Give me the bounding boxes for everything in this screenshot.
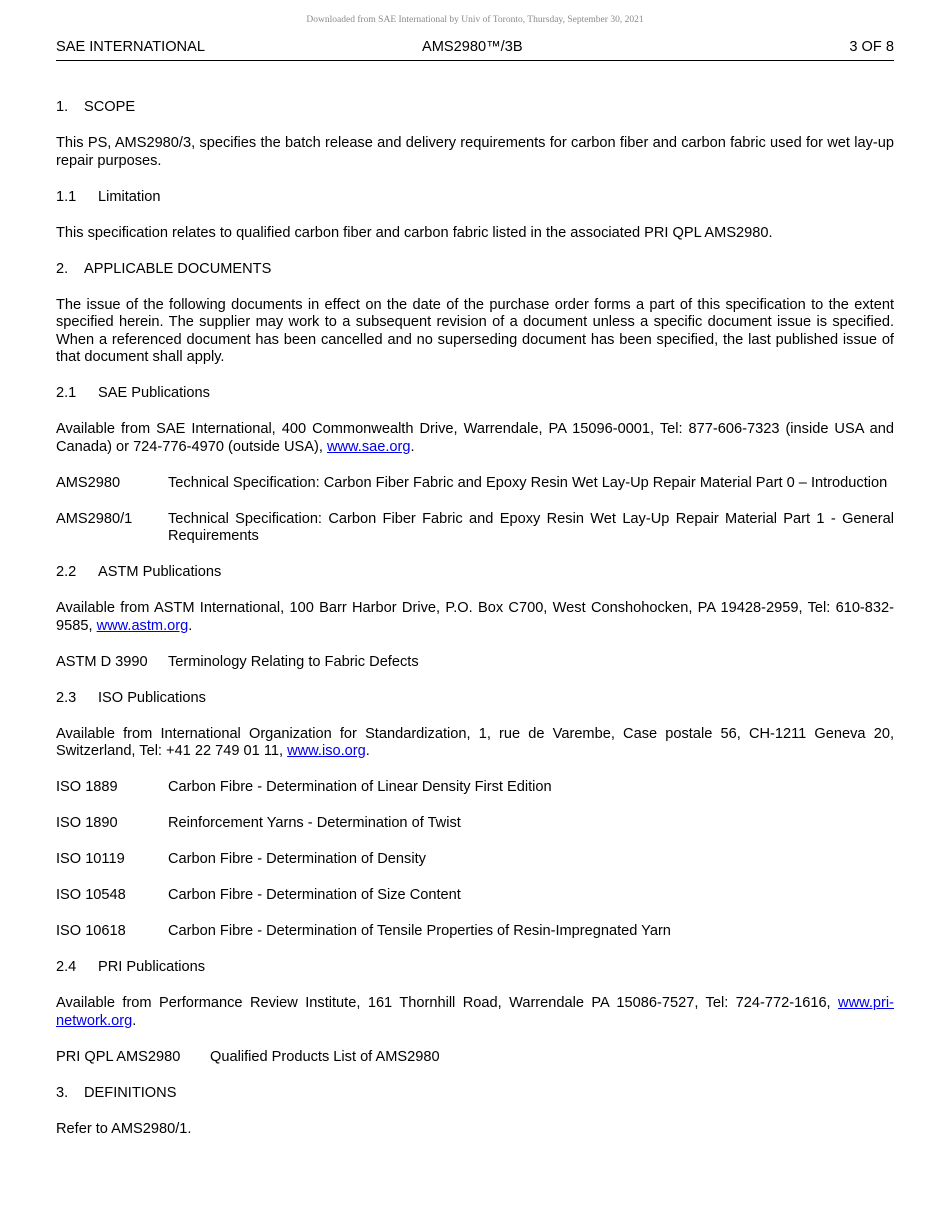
section-3-heading: 3. DEFINITIONS [56, 1084, 177, 1101]
reference-row: ISO 10119 Carbon Fibre - Determination of Density [56, 851, 426, 867]
pri-link[interactable]: www.pri-network.org [56, 995, 894, 1029]
astm-availability: Available from ASTM International, 100 Barr Harbor Drive, P.O. Box C700, West Conshohocken, PA 19428-2959, Tel: 610-832-9585, www.astm.org. [56, 600, 894, 634]
definitions-paragraph: Refer to AMS2980/1. [56, 1120, 192, 1137]
reference-row: AMS2980 Technical Specification: Carbon Fiber Fabric and Epoxy Resin Wet Lay-Up Repair Material Part 0 – Introduction [56, 474, 888, 491]
section-2-4-heading: 2.4 PRI Publications [56, 959, 206, 975]
limitation-paragraph: This specification relates to qualified carbon fiber and carbon fabric listed in the associated PRI QPL AMS2980. [56, 224, 773, 241]
section-2-heading: 2. APPLICABLE DOCUMENTS [56, 260, 272, 277]
header-page-number: 3 OF 8 [849, 39, 894, 55]
section-2-2-heading: 2.2 ASTM Publications [56, 564, 222, 580]
download-watermark: Downloaded from SAE International by Univ of Toronto, Thursday, September 30, 2021 [306, 15, 644, 25]
iso-link[interactable]: www.iso.org [287, 743, 366, 759]
sae-availability: Available from SAE International, 400 Commonwealth Drive, Warrendale, PA 15096-0001, Tel: 877-606-7323 (inside USA and Canada) or 724-776-4970 (outside USA), www.sae.org. [56, 421, 894, 455]
iso-availability: Available from International Organization for Standardization, 1, rue de Varembe, Case postale 56, CH-1211 Geneva 20, Switzerland, Tel: +41 22 749 01 11, www.iso.org. [56, 725, 894, 759]
header-org: SAE INTERNATIONAL [56, 39, 205, 55]
header-doc-number: AMS2980™/3B [422, 39, 523, 55]
reference-row: ISO 10618 Carbon Fibre - Determination of Tensile Properties of Resin-Impregnated Yarn [56, 923, 671, 939]
applicable-documents-paragraph: The issue of the following documents in effect on the date of the purchase order forms a part of this specification to the extent specified herein. The supplier may work to a subsequent revision of a document unless a specific document issue is specified. When a referenced document has been cancelled and no superseding document has been specified, the last published issue of that document shall apply. [56, 296, 894, 365]
reference-row: ISO 10548 Carbon Fibre - Determination of Size Content [56, 887, 461, 903]
section-2-3-heading: 2.3 ISO Publications [56, 689, 206, 706]
section-2-1-heading: 2.1 SAE Publications [56, 385, 210, 401]
reference-row: PRI QPL AMS2980 Qualified Products List of AMS2980 [56, 1048, 440, 1065]
section-1-1-heading: 1.1 Limitation [56, 188, 161, 205]
reference-row: ISO 1889 Carbon Fibre - Determination of Linear Density First Edition [56, 779, 552, 795]
sae-link[interactable]: www.sae.org [326, 438, 411, 455]
reference-row: ISO 1890 Reinforcement Yarns - Determination of Twist [56, 815, 461, 831]
page-header [56, 38, 894, 61]
document-body [56, 99, 894, 1157]
reference-row: AMS2980/1 Technical Specification: Carbon Fiber Fabric and Epoxy Resin Wet Lay-Up Repair Material Part 1 - General Requirements [56, 510, 894, 544]
astm-link[interactable]: www.astm.org [96, 617, 189, 634]
scope-paragraph: This PS, AMS2980/3, specifies the batch release and delivery requirements for carbon fiber and carbon fabric used for wet lay-up repair purposes. [56, 135, 894, 169]
pri-availability: Available from Performance Review Institute, 161 Thornhill Road, Warrendale PA 15086-7527, Tel: 724-772-1616, www.pri-network.org. [56, 995, 894, 1029]
reference-row: ASTM D 3990 Terminology Relating to Fabric Defects [56, 653, 419, 670]
section-1-heading: 1. SCOPE [56, 99, 136, 115]
